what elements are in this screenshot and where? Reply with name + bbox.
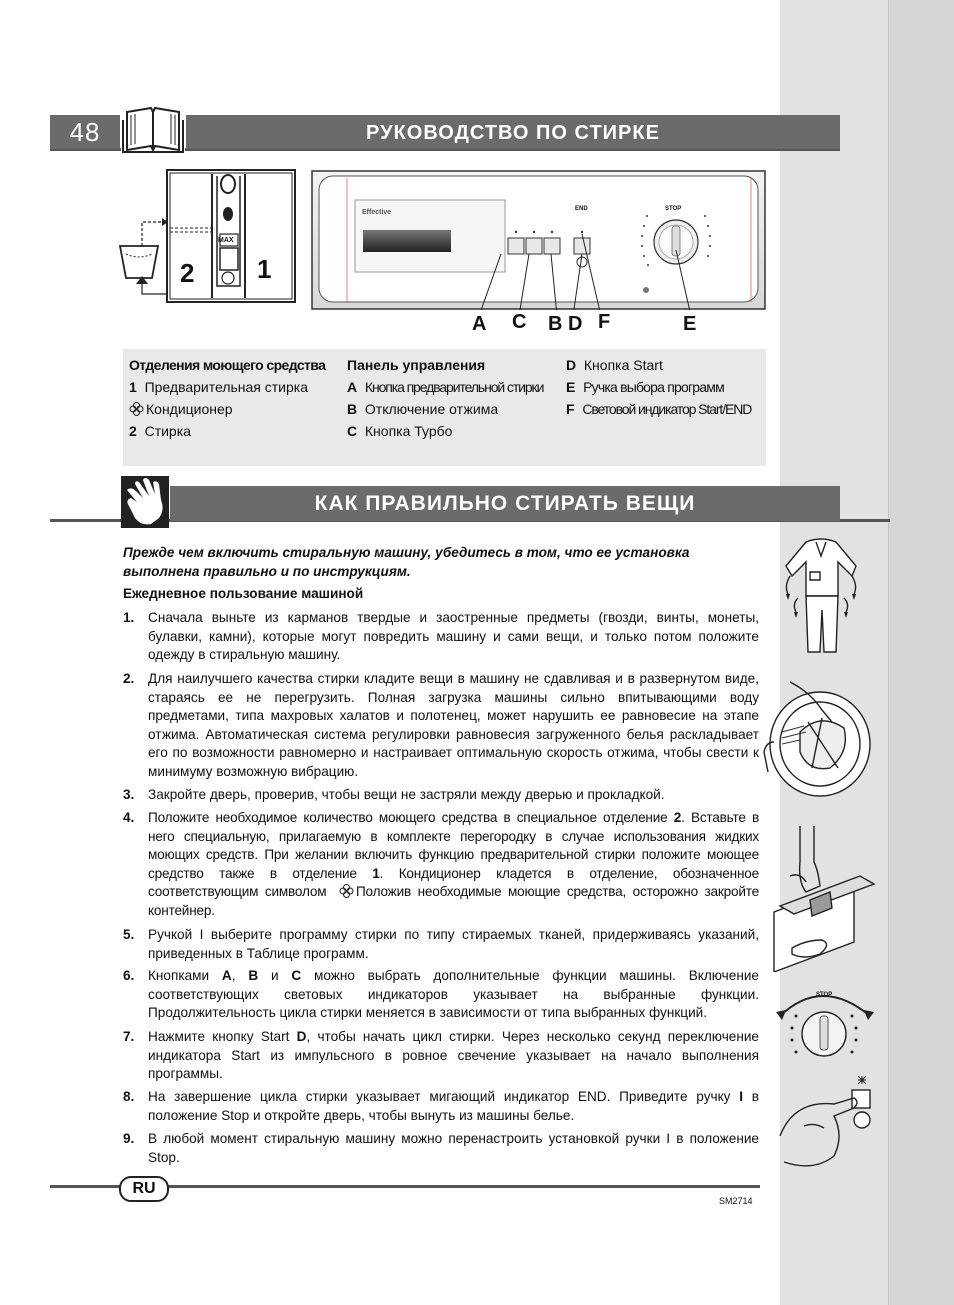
callout-c: C (512, 311, 527, 333)
legend-item: A Кнопка предварительной стирки (347, 379, 544, 395)
flower-icon (339, 883, 356, 902)
legend-col-panel (347, 354, 543, 442)
max-mark: MAX (218, 237, 234, 244)
side-margin-strip (888, 0, 954, 1305)
callout-d: D (568, 313, 583, 335)
subheading: Ежедневное пользование машиной (123, 586, 364, 601)
stop-label: STOP (665, 206, 682, 212)
step-8: 8. На завершение цикла стирки указывает мигающий индикатор END. Приведите ручку I в положение Stop и откройте дверь, чтобы вынуть из машины белье. (123, 1089, 759, 1123)
legend-item: F Световой индикатор Start/END (566, 401, 752, 417)
start-button-illustration (774, 1076, 884, 1176)
callout-b: B (548, 313, 563, 335)
detergent-drawer-illustration (770, 822, 880, 972)
legend-item: Кондиционер (129, 398, 325, 420)
flower-icon (129, 398, 146, 420)
legend-item: C Кнопка Турбо (347, 423, 453, 439)
section2-title-banner (170, 486, 840, 521)
section-title: РУКОВОДСТВО ПО СТИРКЕ (366, 122, 660, 144)
language-badge: RU (119, 1176, 169, 1202)
section2-title: КАК ПРАВИЛЬНО СТИРАТЬ ВЕЩИ (314, 492, 696, 515)
callout-e: E (683, 313, 697, 335)
step-1: 1. Сначала выньте из карманов твердые и заостренные предметы (гвозди, винты, монеты, булавки, камни), которые могут повредить машину и сами вещи, и только потом положите одежду в стиральную машину. (123, 610, 759, 663)
detergent-drawer-diagram (112, 166, 298, 306)
step-4: 4. Положите необходимое количество моющего средства в специальное отделение 2. Вставьте в него специальную, прилагаемую в комплекте перегородку в случае использования жидких моющих средств. При желании включить функцию предварительной стирки положите моющее средство также в отделение 1. Кондиционер кладется в отделение, обозначенное соответствующим символом Положив необходимые моющие средства, осторожно закройте контейнер. (123, 810, 760, 918)
document-code: SM2714 (719, 1196, 753, 1206)
step-2: 2. Для наилучшего качества стирки кладите вещи в машину не сдавливая и в развернутом виде, стараясь ее не перегрузить. Полная загрузка машины сильно впитывающими воду предметами, типа махровых халатов и полотенец, может нарушить ее равновесие на этапе отжима. Автоматическая система регулировки равновесия загруженного белья раскладывает его по возможности равномерно и настраивает оптимальную скорость отжима, чтобы свести к минимуму возможную вибрацию. (123, 671, 759, 779)
page-number: 48 (69, 117, 101, 147)
step-3: 3. Закройте дверь, проверив, чтобы вещи не застряли между дверью и прокладкой. (123, 787, 665, 802)
knob-stop-label: STOP (816, 992, 833, 998)
end-label: END (575, 206, 588, 212)
legend-compartments-title: Отделения моющего средства (129, 357, 326, 373)
book-icon (121, 100, 185, 154)
hand-icon (121, 476, 169, 528)
legend-item: D Кнопка Start (566, 357, 663, 373)
intro-text: Прежде чем включить стиральную машину, убедитесь в том, что ее установка выполнена правильно и по инструкциям. (123, 545, 690, 579)
legend-item: B Отключение отжима (347, 401, 499, 417)
legend-item: 1 Предварительная стирка (129, 379, 309, 395)
step-9: 9. В любой момент стиральную машину можно перенастроить установкой ручки I в положение Stop. (123, 1131, 759, 1165)
compartment-2-label: 2 (180, 258, 195, 288)
drum-loading-illustration (760, 672, 872, 802)
compartment-1-label: 1 (257, 254, 272, 284)
legend-item: 2 Стирка (129, 423, 191, 439)
callout-a: A (472, 313, 487, 335)
page-number-box (50, 115, 120, 149)
control-panel-diagram (311, 170, 766, 310)
program-knob-illustration (766, 982, 884, 1070)
legend-panel-title: Панель управления (347, 357, 486, 373)
legend-item: E Ручка выбора программ (566, 379, 724, 395)
step-5: 5. Ручкой I выберите программу стирки по типу стираемых тканей, придерживаясь указаний, приведенных в Таблице программ. (123, 927, 759, 961)
section-title-banner (186, 115, 840, 149)
clothes-pockets-illustration (776, 536, 866, 656)
display-brand: Effective (362, 209, 392, 216)
step-7: 7. Нажмите кнопку Start D, чтобы начать цикл стирки. Через несколько секунд переключение индикатора Start из импульсного в ровное свечение указывает на начало выполнения программы. (123, 1029, 759, 1082)
legend-box (123, 349, 766, 466)
legend-col-controls (566, 354, 751, 420)
step-6: 6. Кнопками A, B и C можно выбрать дополнительные функции машины. Включение соответствующих световых индикаторов указывает на выбранные функции. Продолжительность цикла стирки меняется в зависимости от типа выбранных функций. (123, 968, 759, 1021)
legend-col-compartments (129, 354, 325, 442)
callout-f: F (598, 311, 611, 333)
